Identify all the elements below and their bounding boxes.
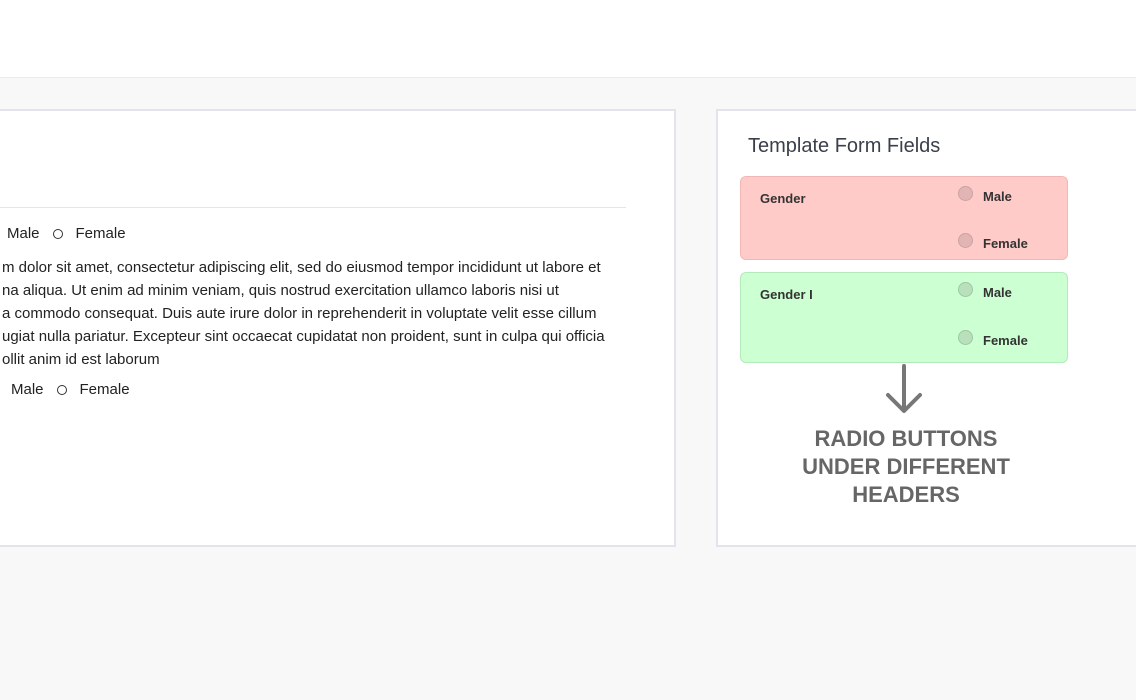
document-preview-panel bbox=[0, 109, 676, 547]
radio-button-icon[interactable] bbox=[53, 229, 63, 239]
option-label: Male bbox=[983, 285, 1012, 300]
paragraph-line: na aliqua. Ut enim ad minim veniam, quis nostrud exercitation ullamco laboris nisi ut bbox=[2, 282, 559, 299]
lorem-paragraph bbox=[2, 256, 632, 371]
paragraph-line: a commodo consequat. Duis aute irure dolor in reprehenderit in voluptate velit esse cillum bbox=[2, 305, 597, 322]
paragraph-line: m dolor sit amet, consectetur adipiscing elit, sed do eiusmod tempor incididunt ut labore et bbox=[2, 259, 601, 276]
option-label: Female bbox=[983, 236, 1028, 251]
radio-option-female-label: Female bbox=[79, 381, 130, 398]
panel-title: Template Form Fields bbox=[748, 135, 941, 157]
template-form-fields-panel bbox=[716, 109, 1136, 547]
radio-button-icon[interactable] bbox=[958, 282, 973, 297]
field-option-male[interactable] bbox=[958, 285, 1012, 300]
field-option-male[interactable] bbox=[958, 189, 1012, 204]
annotation-line: UNDER DIFFERENT bbox=[802, 454, 1010, 479]
radio-button-icon[interactable] bbox=[57, 385, 67, 395]
arrow-down-icon bbox=[884, 364, 924, 416]
option-label: Male bbox=[983, 189, 1012, 204]
radio-button-icon[interactable] bbox=[958, 233, 973, 248]
radio-option-male-label: Male bbox=[7, 225, 40, 242]
paragraph-line: ollit anim id est laborum bbox=[2, 351, 160, 368]
paragraph-line: ugiat nulla pariatur. Excepteur sint occaecat cupidatat non proident, sunt in culpa qui officia bbox=[2, 328, 605, 345]
field-option-female[interactable] bbox=[958, 236, 1028, 251]
radio-button-icon[interactable] bbox=[958, 330, 973, 345]
radio-button-icon[interactable] bbox=[958, 186, 973, 201]
annotation-line: RADIO BUTTONS bbox=[814, 426, 998, 451]
annotation-line: HEADERS bbox=[852, 482, 960, 507]
divider bbox=[0, 207, 626, 208]
field-option-female[interactable] bbox=[958, 333, 1028, 348]
option-label: Female bbox=[983, 333, 1028, 348]
form-field-gender[interactable] bbox=[740, 176, 1068, 260]
radio-group-1 bbox=[7, 225, 126, 242]
radio-option-male-label: Male bbox=[11, 381, 44, 398]
radio-option-female-label: Female bbox=[75, 225, 126, 242]
field-label: Gender I bbox=[760, 287, 813, 302]
field-label: Gender bbox=[760, 191, 806, 206]
form-field-gender-i[interactable] bbox=[740, 272, 1068, 363]
radio-group-2 bbox=[11, 381, 130, 398]
annotation-text bbox=[776, 425, 1036, 509]
top-header-bar bbox=[0, 0, 1136, 78]
